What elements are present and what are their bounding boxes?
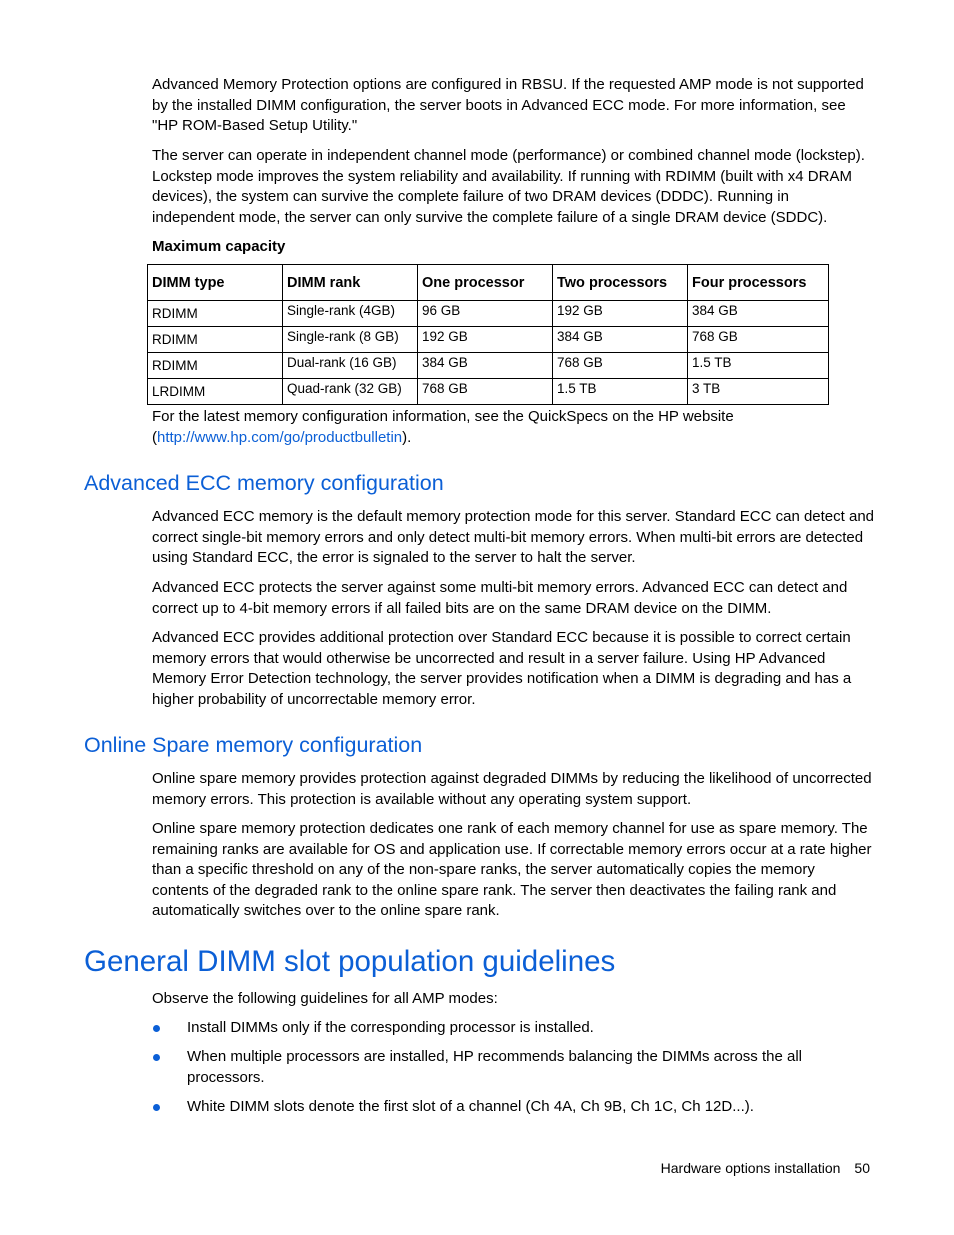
page-number: 50 [854,1160,870,1176]
header-four-processors: Four processors [688,265,829,301]
online-spare-paragraph-1: Online spare memory provides protection against degraded DIMMs by reducing the likelihood of uncorrected memory errors. This protection is available without any operating system support. [152,770,872,808]
cell-dimm-type: RDIMM [148,353,283,379]
maximum-capacity-table [147,264,829,405]
cell-one-processor: 192 GB [418,327,553,353]
guidelines-heading: General DIMM slot population guidelines [84,945,616,978]
cell-two-processors: 192 GB [553,301,688,327]
productbulletin-link[interactable]: http://www.hp.com/go/productbulletin [157,428,403,446]
cell-dimm-rank: Quad-rank (32 GB) [283,379,418,405]
cell-four-processors: 1.5 TB [688,353,829,379]
footer-section-title: Hardware options installation [660,1160,841,1176]
table-row [148,379,829,405]
table-row [148,301,829,327]
list-item [152,1097,874,1118]
cell-dimm-rank: Single-rank (8 GB) [283,327,418,353]
bullet-icon [153,1104,160,1111]
online-spare-heading: Online Spare memory configuration [84,733,423,757]
advanced-ecc-heading: Advanced ECC memory configuration [84,471,444,495]
cell-dimm-type: LRDIMM [148,379,283,405]
cell-two-processors: 768 GB [553,353,688,379]
list-item [152,1047,874,1088]
bullet-icon [153,1054,160,1061]
guidelines-intro: Observe the following guidelines for all AMP modes: [152,990,498,1007]
header-two-processors: Two processors [553,265,688,301]
latest-info-paragraph [152,407,874,448]
list-item-text: White DIMM slots denote the first slot of a channel (Ch 4A, Ch 9B, Ch 1C, Ch 12D...). [187,1097,754,1115]
header-one-processor: One processor [418,265,553,301]
cell-one-processor: 384 GB [418,353,553,379]
list-item [152,1018,874,1039]
page-footer [661,1159,870,1177]
cell-four-processors: 768 GB [688,327,829,353]
table-caption: Maximum capacity [152,238,286,255]
list-item-text: When multiple processors are installed, HP recommends balancing the DIMMs across the all processors. [187,1048,802,1086]
intro-paragraph-1: Advanced Memory Protection options are configured in RBSU. If the requested AMP mode is not supported by the installed DIMM configuration, the server boots in Advanced ECC mode. For more information, see "HP ROM-Based Setup Utility." [152,76,864,135]
header-dimm-rank: DIMM rank [283,265,418,301]
guidelines-list [152,1018,874,1126]
latest-info-close: ). [402,428,412,446]
cell-four-processors: 3 TB [688,379,829,405]
intro-paragraph-2: The server can operate in independent channel mode (performance) or combined channel mode (lockstep). Lockstep mode improves the system reliability and availability. If running with RDIMM (built with x4 DRAM devices), the system can survive the complete failure of two DRAM devices (DDDC). Running in independent mode, the server can only survive the complete failure of a single DRAM device (SDDC). [152,147,865,226]
online-spare-paragraph-2: Online spare memory protection dedicates one rank of each memory channel for use as spare memory. The remaining ranks are available for OS and application use. If correctable memory errors occur at a rate higher than a specific threshold on any of the non-spare ranks, the server automatically copies the memory contents of the degraded rank to the online spare rank. The server then deactivates the failing rank and automatically switches over to the online spare rank. [152,820,872,920]
cell-dimm-type: RDIMM [148,327,283,353]
table-header-row [148,265,829,301]
advanced-ecc-paragraph-1: Advanced ECC memory is the default memory protection mode for this server. Standard ECC can detect and correct single-bit memory errors and only detect multi-bit memory errors. When multi-bit errors are detected using Standard ECC, the error is signaled to the server to halt the server. [152,508,875,567]
cell-one-processor: 768 GB [418,379,553,405]
cell-dimm-rank: Single-rank (4GB) [283,301,418,327]
table-row [148,353,829,379]
cell-four-processors: 384 GB [688,301,829,327]
cell-two-processors: 1.5 TB [553,379,688,405]
cell-dimm-type: RDIMM [148,301,283,327]
cell-one-processor: 96 GB [418,301,553,327]
header-dimm-type: DIMM type [148,265,283,301]
table-row [148,327,829,353]
latest-info-text: For the latest memory configuration information, see the QuickSpecs on the HP website ( [152,408,734,446]
bullet-icon [153,1025,160,1032]
cell-two-processors: 384 GB [553,327,688,353]
advanced-ecc-paragraph-2: Advanced ECC protects the server against some multi-bit memory errors. Advanced ECC can detect and correct up to 4-bit memory errors if all failed bits are on the same DRAM device on the DIMM. [152,579,848,617]
advanced-ecc-paragraph-3: Advanced ECC provides additional protection over Standard ECC because it is possible to correct certain memory errors that would otherwise be uncorrected and result in a server failure. Using HP Advanced Memory Error Detection technology, the server provides notification when a DIMM is degrading and has a higher probability of uncorrectable memory error. [152,629,852,708]
cell-dimm-rank: Dual-rank (16 GB) [283,353,418,379]
list-item-text: Install DIMMs only if the corresponding processor is installed. [187,1019,594,1036]
